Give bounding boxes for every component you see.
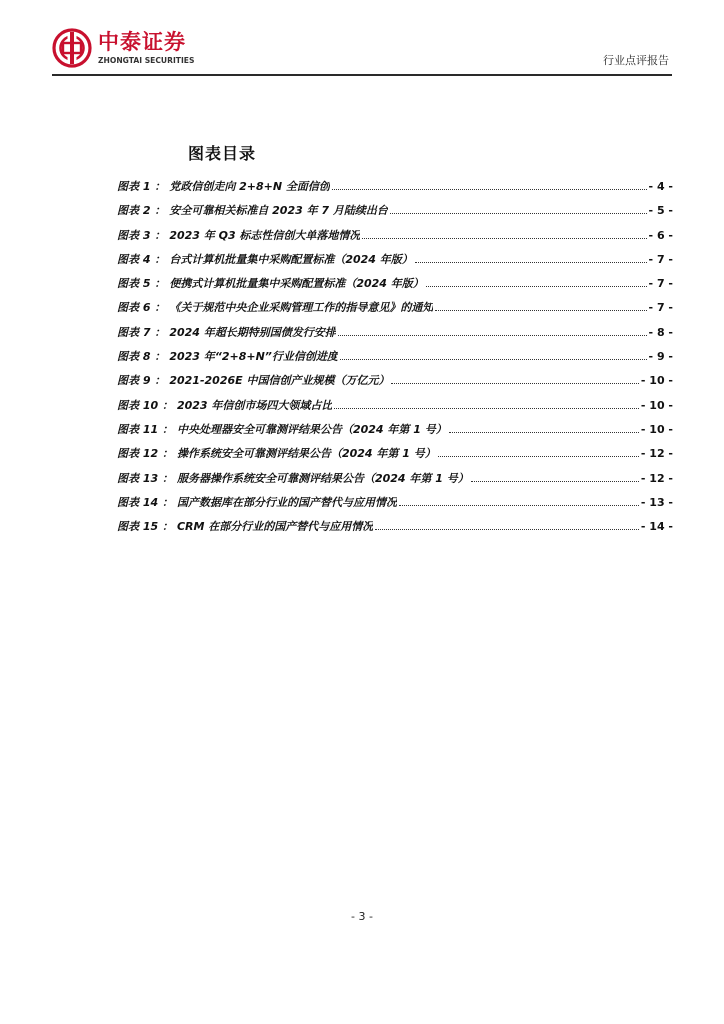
toc-entry-title: 2021-2026E 中国信创产业规模（万亿元）: [169, 374, 390, 388]
toc-entry-figure-2[interactable]: [117, 202, 673, 226]
header-divider: [52, 74, 672, 76]
toc-entry-title: 2024 年超长期特别国债发行安排: [169, 325, 336, 339]
toc-leader-dots: [471, 481, 639, 482]
toc-entry-page: - 8 -: [648, 325, 673, 339]
toc-entry-figure-15[interactable]: [117, 518, 673, 542]
toc-leader-dots: [340, 359, 647, 360]
toc-entry-label: 图表 10 ：: [117, 398, 173, 412]
toc-entry-label: 图表 13 ：: [117, 471, 173, 485]
toc-entry-label: 图表 3 ：: [117, 228, 166, 242]
page-header: [0, 0, 724, 80]
toc-leader-dots: [438, 456, 639, 457]
page-number: - 3 -: [351, 910, 373, 923]
toc-entry-figure-10[interactable]: [117, 397, 673, 421]
toc-entry-label: 图表 12 ：: [117, 447, 173, 461]
toc-entry-page: - 5 -: [648, 204, 673, 218]
toc-entry-title: 《关于规范中央企业采购管理工作的指导意见》的通知: [169, 301, 434, 315]
toc-entry-figure-7[interactable]: [117, 324, 673, 348]
toc-entry-label: 图表 8 ：: [117, 350, 166, 364]
toc-entry-title: 国产数据库在部分行业的国产替代与应用情况: [176, 495, 397, 509]
toc-entry-title: 台式计算机批量集中采购配置标准（2024 年版）: [169, 252, 413, 266]
toc-entry-page: - 14 -: [640, 520, 673, 534]
toc-entry-page: - 10 -: [640, 374, 673, 388]
toc-entry-title: 党政信创走向 2+8+N 全面信创: [169, 180, 330, 193]
table-of-figures: [117, 178, 673, 542]
toc-title: 图表目录: [188, 144, 257, 163]
toc-entry-page: - 10 -: [640, 422, 673, 436]
toc-entry-figure-9[interactable]: [117, 372, 673, 396]
toc-entry-figure-4[interactable]: [117, 251, 673, 275]
logo-english-name: ZHONGTAI SECURITIES: [98, 56, 195, 65]
toc-entry-page: - 10 -: [640, 398, 673, 412]
toc-entry-label: 图表 1 ：: [117, 180, 166, 193]
toc-leader-dots: [332, 189, 647, 190]
toc-entry-figure-14[interactable]: [117, 494, 673, 518]
report-type-label: 行业点评报告: [603, 54, 669, 67]
toc-entry-figure-5[interactable]: [117, 275, 673, 299]
toc-entry-title: 2023 年“2+8+N”行业信创进度: [169, 350, 338, 364]
toc-entry-title: CRM 在部分行业的国产替代与应用情况: [176, 520, 374, 534]
toc-leader-dots: [415, 262, 647, 263]
toc-entry-figure-8[interactable]: [117, 348, 673, 372]
toc-entry-label: 图表 15 ：: [117, 520, 173, 534]
toc-entry-label: 图表 14 ：: [117, 495, 173, 509]
logo-emblem-icon: [52, 28, 92, 68]
toc-entry-label: 图表 11 ：: [117, 422, 173, 436]
toc-entry-title: 2023 年信创市场四大领域占比: [176, 398, 333, 412]
toc-entry-page: - 4 -: [648, 180, 673, 193]
company-logo: [52, 28, 222, 72]
toc-entry-page: - 13 -: [640, 495, 673, 509]
toc-leader-dots: [338, 335, 647, 336]
toc-leader-dots: [426, 286, 647, 287]
toc-leader-dots: [334, 408, 638, 409]
toc-entry-title: 安全可靠相关标准自 2023 年 7 月陆续出台: [169, 204, 388, 218]
toc-entry-label: 图表 2 ：: [117, 204, 166, 218]
toc-entry-label: 图表 5 ：: [117, 277, 166, 291]
toc-entry-label: 图表 4 ：: [117, 252, 166, 266]
toc-entry-figure-11[interactable]: [117, 421, 673, 445]
toc-entry-title: 2023 年 Q3 标志性信创大单落地情况: [169, 228, 361, 242]
toc-entry-page: - 12 -: [640, 447, 673, 461]
logo-chinese-name: 中泰证券: [98, 30, 186, 54]
toc-entry-title: 服务器操作系统安全可靠测评结果公告（2024 年第 1 号）: [176, 471, 469, 485]
toc-entry-page: - 6 -: [648, 228, 673, 242]
toc-entry-figure-1[interactable]: [117, 178, 673, 202]
toc-entry-title: 便携式计算机批量集中采购配置标准（2024 年版）: [169, 277, 424, 291]
toc-entry-page: - 9 -: [648, 350, 673, 364]
toc-entry-figure-13[interactable]: [117, 470, 673, 494]
toc-entry-page: - 7 -: [648, 277, 673, 291]
toc-leader-dots: [435, 310, 646, 311]
toc-leader-dots: [449, 432, 639, 433]
toc-entry-title: 操作系统安全可靠测评结果公告（2024 年第 1 号）: [176, 447, 436, 461]
toc-leader-dots: [362, 238, 646, 239]
toc-leader-dots: [399, 505, 639, 506]
toc-entry-page: - 7 -: [648, 252, 673, 266]
toc-entry-page: - 12 -: [640, 471, 673, 485]
toc-leader-dots: [390, 213, 647, 214]
toc-entry-page: - 7 -: [648, 301, 673, 315]
toc-leader-dots: [375, 529, 639, 530]
toc-entry-figure-6[interactable]: [117, 299, 673, 323]
toc-entry-label: 图表 7 ：: [117, 325, 166, 339]
toc-entry-figure-3[interactable]: [117, 227, 673, 251]
toc-entry-label: 图表 6 ：: [117, 301, 166, 315]
toc-leader-dots: [391, 383, 638, 384]
toc-entry-title: 中央处理器安全可靠测评结果公告（2024 年第 1 号）: [176, 422, 447, 436]
toc-entry-label: 图表 9 ：: [117, 374, 166, 388]
toc-entry-figure-12[interactable]: [117, 445, 673, 469]
